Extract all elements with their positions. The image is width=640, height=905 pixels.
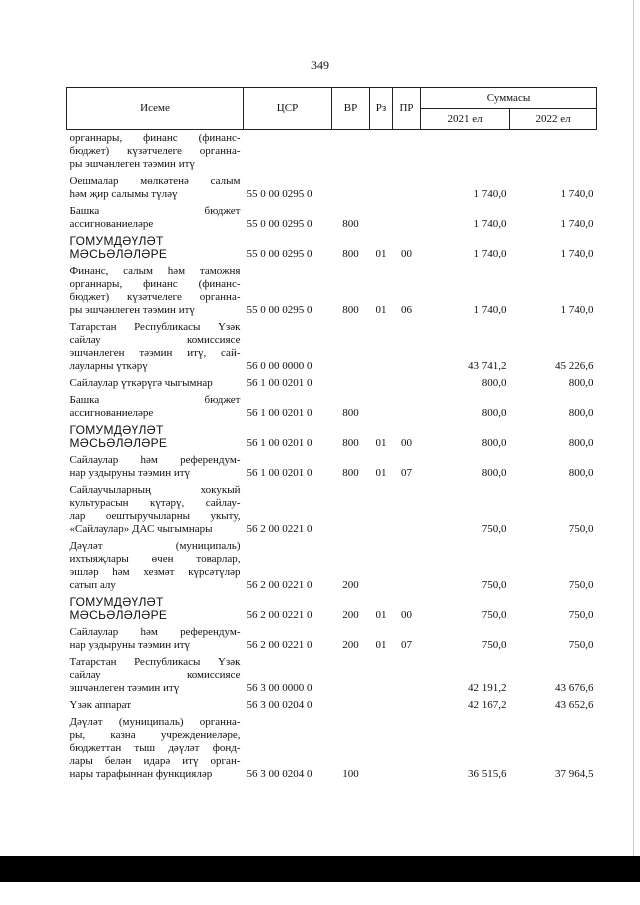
row-name-line: эшләр һәм хезмәт күрсәтүләр bbox=[69, 566, 241, 578]
row-name-line: Дәүләт (муниципаль) органна- bbox=[69, 716, 241, 728]
row-name bbox=[67, 654, 244, 697]
row-name bbox=[67, 482, 244, 538]
row-pr bbox=[393, 130, 421, 174]
row-vr bbox=[332, 173, 370, 203]
row-pr bbox=[393, 392, 421, 422]
row-sum-2021: 1 740,0 bbox=[473, 304, 507, 316]
row-sum-2021: 750,0 bbox=[481, 639, 507, 651]
row-csr: 56 1 00 0201 0 bbox=[246, 377, 313, 389]
header-vr: ВР bbox=[332, 88, 370, 130]
row-sum-2021: 800,0 bbox=[481, 437, 507, 449]
row-name-line: ры, казна учреждениеләре, bbox=[69, 729, 241, 741]
row-csr: 56 3 00 0000 0 bbox=[246, 682, 313, 694]
row-name-line: сатып алу bbox=[69, 579, 116, 591]
row-name-line: культурасын күтәрү, сайлау- bbox=[69, 497, 241, 509]
row-rz bbox=[370, 392, 393, 422]
row-sum-2021: 1 740,0 bbox=[473, 218, 507, 230]
row-name bbox=[67, 452, 244, 482]
row-rz: 01 bbox=[375, 639, 387, 651]
scan-edge-line bbox=[633, 0, 634, 856]
table-row bbox=[67, 538, 597, 594]
row-vr bbox=[332, 130, 370, 174]
row-csr: 56 0 00 0000 0 bbox=[246, 360, 313, 372]
row-rz bbox=[370, 319, 393, 375]
table-row bbox=[67, 714, 597, 783]
row-name-line: нар уздыруны тәэмин итү bbox=[69, 467, 191, 479]
row-rz bbox=[370, 203, 393, 233]
row-pr bbox=[393, 538, 421, 594]
row-name-line: ихтыяҗлары өчен товарлар, bbox=[69, 553, 241, 565]
table-row bbox=[67, 319, 597, 375]
row-sum-2022: 750,0 bbox=[568, 523, 594, 535]
row-csr: 56 1 00 0201 0 bbox=[246, 407, 313, 419]
table-row bbox=[67, 594, 597, 624]
row-sum-2021 bbox=[421, 130, 510, 174]
row-vr bbox=[332, 697, 370, 714]
row-rz: 01 bbox=[375, 609, 387, 621]
row-sum-2021: 1 740,0 bbox=[473, 188, 507, 200]
row-csr: 55 0 00 0295 0 bbox=[246, 248, 313, 260]
row-name bbox=[67, 697, 244, 714]
row-name bbox=[67, 375, 244, 392]
row-vr bbox=[332, 482, 370, 538]
row-name-line: нар уздыруны тәэмин итү bbox=[69, 639, 191, 651]
row-vr bbox=[332, 319, 370, 375]
row-name bbox=[67, 130, 244, 174]
row-sum-2021: 750,0 bbox=[481, 523, 507, 535]
row-name-line: органнары, финанс (финанс- bbox=[69, 278, 241, 290]
row-rz bbox=[370, 697, 393, 714]
header-year-2022: 2022 ел bbox=[510, 109, 597, 130]
row-sum-2022: 43 676,6 bbox=[555, 682, 594, 694]
row-rz: 01 bbox=[375, 248, 387, 260]
row-pr bbox=[393, 482, 421, 538]
row-sum-2021: 800,0 bbox=[481, 377, 507, 389]
row-name-line: Оешмалар мөлкәтенә салым bbox=[69, 175, 241, 187]
row-rz bbox=[370, 538, 393, 594]
row-csr: 55 0 00 0295 0 bbox=[246, 218, 313, 230]
table-row bbox=[67, 482, 597, 538]
row-name-line: Сайлаулар һәм референдум- bbox=[69, 626, 241, 638]
row-pr: 06 bbox=[401, 304, 412, 316]
table-row bbox=[67, 654, 597, 697]
row-csr: 56 2 00 0221 0 bbox=[246, 609, 313, 621]
row-name bbox=[67, 624, 244, 654]
row-name-line: лауларны үткәрү bbox=[69, 360, 148, 372]
row-sum-2021: 43 741,2 bbox=[468, 360, 507, 372]
row-pr bbox=[393, 319, 421, 375]
row-csr: 56 2 00 0221 0 bbox=[246, 579, 313, 591]
row-vr: 800 bbox=[342, 304, 359, 316]
row-name-line: Татарстан Республикасы Үзәк bbox=[69, 656, 241, 668]
table-row bbox=[67, 173, 597, 203]
row-rz bbox=[370, 654, 393, 697]
row-pr bbox=[393, 375, 421, 392]
header-csr: ЦСР bbox=[244, 88, 332, 130]
table-row bbox=[67, 203, 597, 233]
row-vr: 800 bbox=[342, 437, 359, 449]
row-name-line: МӘСЬӘЛӘЛӘРЕ bbox=[69, 247, 168, 261]
row-rz bbox=[370, 482, 393, 538]
row-name bbox=[67, 203, 244, 233]
row-name bbox=[67, 714, 244, 783]
row-name-line: ГОМУМДӘҮЛӘТ bbox=[69, 234, 164, 248]
row-name-line: Сайлаучыларның хокукый bbox=[69, 484, 241, 496]
row-rz: 01 bbox=[375, 467, 387, 479]
table-row bbox=[67, 624, 597, 654]
row-vr: 800 bbox=[342, 467, 359, 479]
row-rz bbox=[370, 130, 393, 174]
row-sum-2022: 800,0 bbox=[568, 407, 594, 419]
row-name-line: Башка бюджет bbox=[69, 394, 241, 406]
row-name-line: нары тарафыннан функцияләр bbox=[69, 768, 213, 780]
row-name-line: лары белән идарә итү орган- bbox=[69, 755, 241, 767]
row-sum-2022: 1 740,0 bbox=[560, 304, 594, 316]
table-row bbox=[67, 130, 597, 174]
scan-bottom-bar bbox=[0, 856, 640, 882]
row-sum-2022: 750,0 bbox=[568, 609, 594, 621]
row-name-line: ры эшчәнлеген тәэмин итү bbox=[69, 158, 195, 170]
row-name-line: Үзәк аппарат bbox=[69, 699, 132, 711]
row-sum-2021: 800,0 bbox=[481, 467, 507, 479]
row-sum-2021: 750,0 bbox=[481, 609, 507, 621]
row-rz: 01 bbox=[375, 304, 387, 316]
row-pr bbox=[393, 654, 421, 697]
row-name-line: һәм җир салымы түләү bbox=[69, 188, 178, 200]
table-row bbox=[67, 452, 597, 482]
row-sum-2022: 1 740,0 bbox=[560, 248, 594, 260]
row-sum-2021: 750,0 bbox=[481, 579, 507, 591]
row-sum-2022: 45 226,6 bbox=[555, 360, 594, 372]
budget-table bbox=[66, 87, 597, 783]
row-name bbox=[67, 263, 244, 319]
row-sum-2022: 750,0 bbox=[568, 639, 594, 651]
row-csr: 55 0 00 0295 0 bbox=[246, 188, 313, 200]
row-name-line: ГОМУМДӘҮЛӘТ bbox=[69, 595, 164, 609]
row-pr: 00 bbox=[401, 609, 412, 621]
row-name-line: ры эшчәнлеген тәэмин итү bbox=[69, 304, 195, 316]
row-name bbox=[67, 173, 244, 203]
row-sum-2022 bbox=[510, 130, 597, 174]
row-sum-2022: 800,0 bbox=[568, 437, 594, 449]
row-name-line: Сайлаулар үткәрүгә чыгымнар bbox=[69, 377, 213, 389]
row-pr bbox=[393, 714, 421, 783]
row-name-line: бюджеттан тыш дәүләт фонд- bbox=[69, 742, 241, 754]
row-vr bbox=[332, 654, 370, 697]
row-name-line: Татарстан Республикасы Үзәк bbox=[69, 321, 241, 333]
row-csr: 56 2 00 0221 0 bbox=[246, 639, 313, 651]
row-name-line: Сайлаулар һәм референдум- bbox=[69, 454, 241, 466]
row-vr: 200 bbox=[342, 639, 359, 651]
row-name bbox=[67, 538, 244, 594]
header-year-2021: 2021 ел bbox=[421, 109, 510, 130]
table-row bbox=[67, 392, 597, 422]
row-csr: 56 1 00 0201 0 bbox=[246, 437, 313, 449]
row-vr bbox=[332, 375, 370, 392]
row-name-line: Дәүләт (муниципаль) bbox=[69, 540, 241, 552]
row-name-line: эшчәнлеген тәэмин итү bbox=[69, 682, 180, 694]
page-number: 349 bbox=[311, 58, 329, 72]
row-vr: 200 bbox=[342, 579, 359, 591]
row-pr: 00 bbox=[401, 248, 412, 260]
row-name bbox=[67, 594, 244, 624]
row-sum-2021: 1 740,0 bbox=[473, 248, 507, 260]
header-name: Исеме bbox=[67, 88, 244, 130]
row-rz bbox=[370, 173, 393, 203]
row-csr: 56 3 00 0204 0 bbox=[246, 768, 313, 780]
row-csr: 56 3 00 0204 0 bbox=[246, 699, 313, 711]
row-sum-2022: 1 740,0 bbox=[560, 218, 594, 230]
row-name-line: «Сайлаулар» ДАС чыгымнары bbox=[69, 523, 213, 535]
row-name-line: бюджет) күзәтчелеге органна- bbox=[69, 145, 241, 157]
row-name bbox=[67, 392, 244, 422]
row-name bbox=[67, 422, 244, 452]
row-name-line: ассигнованиеләре bbox=[69, 218, 154, 230]
row-name-line: ГОМУМДӘҮЛӘТ bbox=[69, 423, 164, 437]
row-name-line: сайлау комиссиясе bbox=[69, 669, 241, 681]
row-pr: 07 bbox=[401, 467, 412, 479]
row-csr bbox=[244, 130, 332, 174]
row-name bbox=[67, 233, 244, 263]
row-name-line: МӘСЬӘЛӘЛӘРЕ bbox=[69, 436, 168, 450]
row-name-line: МӘСЬӘЛӘЛӘРЕ bbox=[69, 608, 168, 622]
row-rz: 01 bbox=[375, 437, 387, 449]
row-sum-2022: 800,0 bbox=[568, 467, 594, 479]
row-csr: 56 1 00 0201 0 bbox=[246, 467, 313, 479]
row-sum-2021: 800,0 bbox=[481, 407, 507, 419]
row-vr: 800 bbox=[342, 407, 359, 419]
table-row bbox=[67, 233, 597, 263]
row-sum-2021: 42 167,2 bbox=[468, 699, 507, 711]
row-pr bbox=[393, 697, 421, 714]
row-name bbox=[67, 319, 244, 375]
row-vr: 200 bbox=[342, 609, 359, 621]
header-pr: ПР bbox=[393, 88, 421, 130]
row-name-line: Башка бюджет bbox=[69, 205, 241, 217]
table-row bbox=[67, 422, 597, 452]
row-sum-2022: 1 740,0 bbox=[560, 188, 594, 200]
table-row bbox=[67, 263, 597, 319]
header-rz: Рз bbox=[370, 88, 393, 130]
table-body bbox=[67, 130, 597, 784]
row-rz bbox=[370, 375, 393, 392]
row-sum-2022: 800,0 bbox=[568, 377, 594, 389]
row-csr: 55 0 00 0295 0 bbox=[246, 304, 313, 316]
row-name-line: лар оештыручыларны укыту, bbox=[69, 510, 241, 522]
row-sum-2022: 750,0 bbox=[568, 579, 594, 591]
row-pr bbox=[393, 203, 421, 233]
row-sum-2021: 36 515,6 bbox=[468, 768, 507, 780]
row-vr: 800 bbox=[342, 248, 359, 260]
row-name-line: сайлау комиссиясе bbox=[69, 334, 241, 346]
row-sum-2022: 37 964,5 bbox=[555, 768, 594, 780]
row-sum-2021: 42 191,2 bbox=[468, 682, 507, 694]
row-name-line: ассигнованиеләре bbox=[69, 407, 154, 419]
row-name-line: эшчәнлеген тәэмин итү, сай- bbox=[69, 347, 241, 359]
table-row bbox=[67, 375, 597, 392]
row-name-line: Финанс, салым һәм таможня bbox=[69, 265, 241, 277]
table-header-row bbox=[67, 88, 597, 109]
row-name-line: органнары, финанс (финанс- bbox=[69, 132, 241, 144]
row-pr: 07 bbox=[401, 639, 412, 651]
row-vr: 800 bbox=[342, 218, 359, 230]
row-rz bbox=[370, 714, 393, 783]
row-name-line: бюджет) күзәтчелеге органна- bbox=[69, 291, 241, 303]
row-pr: 00 bbox=[401, 437, 412, 449]
header-sums: Суммасы bbox=[421, 88, 597, 109]
row-sum-2022: 43 652,6 bbox=[555, 699, 594, 711]
row-pr bbox=[393, 173, 421, 203]
row-vr: 100 bbox=[342, 768, 359, 780]
row-csr: 56 2 00 0221 0 bbox=[246, 523, 313, 535]
table-row bbox=[67, 697, 597, 714]
